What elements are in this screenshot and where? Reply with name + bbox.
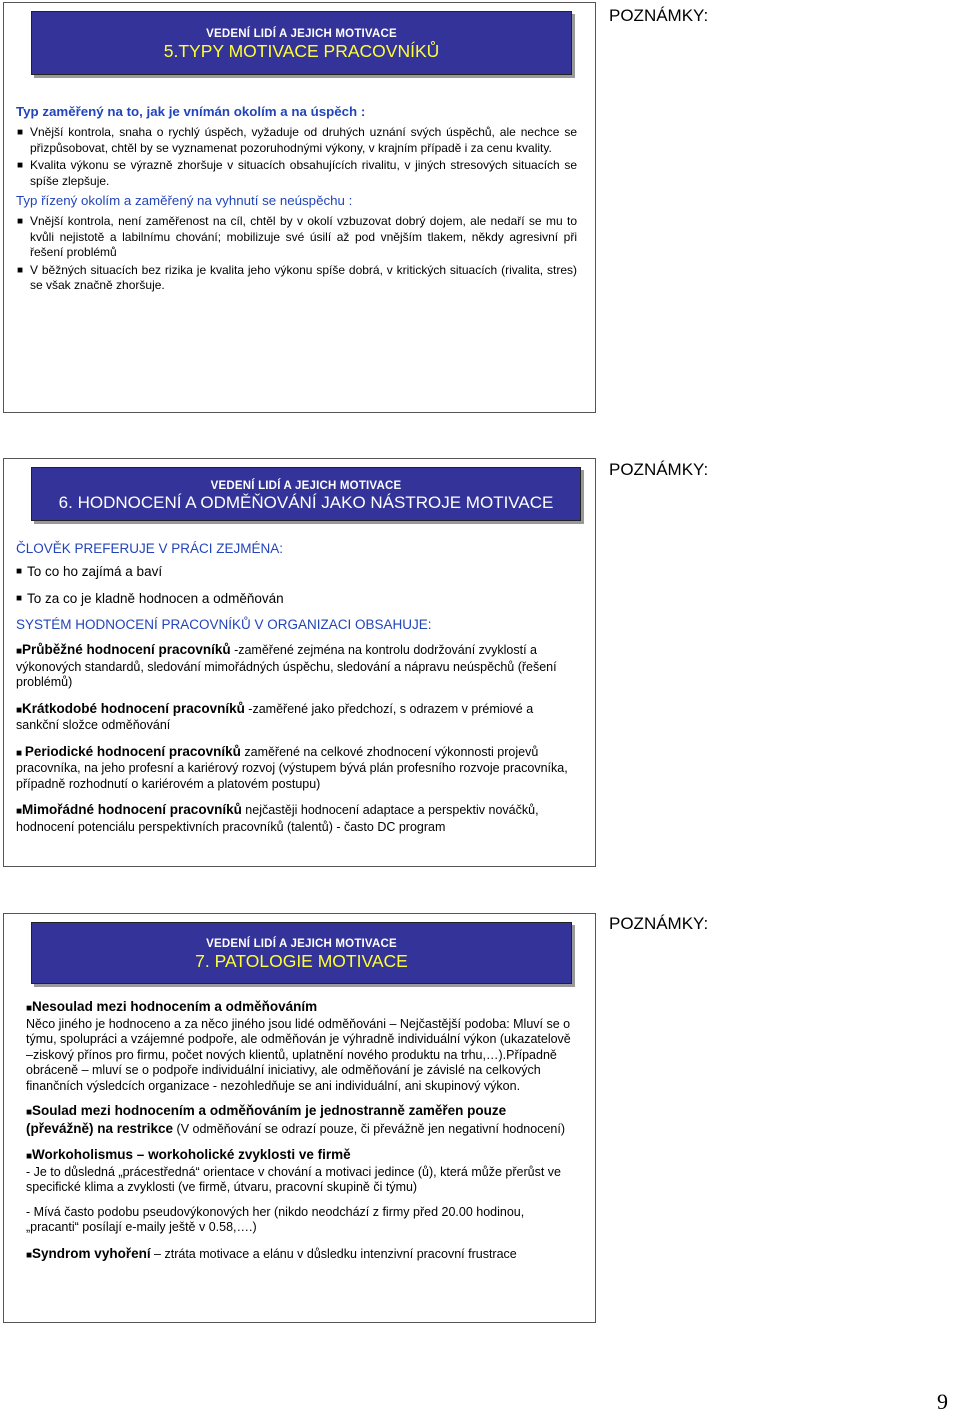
item-text: (V odměňování se odrazí pouze, či převážně jen negativní hodnocení) (173, 1121, 565, 1136)
bullet-square-icon: ■ (26, 1107, 33, 1118)
banner-title: 7. PATOLOGIE MOTIVACE (195, 951, 408, 971)
slide-motivation-pathology (3, 913, 596, 1323)
bullet-item (16, 214, 577, 261)
item-text: – ztráta motivace a elánu v důsledku intenzivní pracovní frustrace (150, 1246, 517, 1261)
notes-label: POZNÁMKY: (609, 914, 709, 933)
bullet-item (16, 125, 577, 156)
preference-text: To za co je kladně hodnocen a odměňován (27, 591, 284, 606)
item-title: Soulad mezi hodnocením a odměňováním je jednostranně zaměřen pouze (převážně) na restrikce (26, 1103, 507, 1136)
pathology-item (26, 1246, 573, 1264)
bullet-square-icon: ■ (26, 1003, 33, 1014)
banner-subtitle: VEDENÍ LIDÍ A JEJICH MOTIVACE (206, 938, 397, 950)
item-text: - Mívá často podobu pseudovýkonových her (nikdo neodchází z firmy před 20.00 hodinou, „pracanti“ posílají e-maily ještě v 0.58,….) (26, 1204, 525, 1234)
item-title: Workoholismus – workoholické zvyklosti ve firmě (32, 1147, 351, 1162)
section-heading: SYSTÉM HODNOCENÍ PRACOVNÍKŮ V ORGANIZACI OBSAHUJE: (16, 617, 432, 632)
banner-title: 6. HODNOCENÍ A ODMĚŇOVÁNÍ JAKO NÁSTROJE MOTIVACE (58, 493, 554, 512)
bullet-text: Vnější kontrola, snaha o rychlý úspěch, vyžaduje od druhých uznání svých úspěchů, ale nechce se přizpůsobovat, chtěl by se vyznamenat pozoruhodnými výkony, v krajním případě i za cenu kvality. (30, 125, 577, 155)
bullet-square-icon: ■ (16, 593, 23, 604)
slide-body (16, 541, 573, 835)
evaluation-item (16, 802, 573, 835)
slide-body (16, 104, 577, 294)
bullet-square-icon: ■ (17, 160, 24, 171)
pathology-item (26, 1205, 573, 1236)
banner-title: 5.TYPY MOTIVACE PRACOVNÍKŮ (163, 41, 440, 61)
section-heading: Typ zaměřený na to, jak je vnímán okolím a na úspěch : (16, 104, 366, 119)
slide-evaluation-and-reward (3, 458, 596, 867)
item-title: Průběžné hodnocení pracovníků (22, 642, 231, 657)
item-title: Periodické hodnocení pracovníků (24, 743, 241, 759)
bullet-square-icon: ■ (26, 1151, 33, 1162)
bullet-item (16, 158, 577, 189)
item-text: -zaměřené zejména na kontrolu dodržování zvyklostí a výkonových standardů, sledování mimořádných úspěchu, sledování a nápravu neúspěchů (řešení problémů) (16, 643, 557, 689)
preference-text: To co ho zajímá a baví (27, 564, 163, 579)
banner-subtitle: VEDENÍ LIDÍ A JEJICH MOTIVACE (206, 28, 397, 40)
bullet-square-icon: ■ (16, 704, 23, 716)
item-title: Nesoulad mezi hodnocením a odměňováním (32, 999, 318, 1014)
evaluation-item (16, 701, 573, 734)
evaluation-item (16, 744, 573, 793)
pathology-item (26, 999, 573, 1094)
bullet-item (16, 263, 577, 294)
preference-item (16, 564, 573, 580)
bullet-text: Vnější kontrola, není zaměřenost na cíl, chtěl by v okolí vzbuzovat dobrý dojem, ale nedaří se mu to kvůli nejistotě a labilnímu chování; mobilizuje své úsilí až pod vnějším tlakem, někdy agresivní při řešení problémů (30, 214, 577, 259)
bullet-text: V běžných situacích bez rizika je kvalita jeho výkonu spíše dobrá, v kritických situacích (rivalita, stres) se však značně zhoršuje. (30, 262, 577, 292)
slide-types-of-motivation (3, 2, 596, 413)
banner-subtitle: VEDENÍ LIDÍ A JEJICH MOTIVACE (210, 480, 402, 492)
bullet-square-icon: ■ (17, 264, 24, 276)
slide-body (26, 999, 573, 1263)
pathology-item (26, 1103, 573, 1137)
bullet-square-icon: ■ (17, 127, 24, 138)
slide-banner (31, 922, 572, 984)
item-text: - Je to důsledná „prácestředná“ orientace v chování a motivaci jedince (ů), která může přerůst ve specifické klima a zvyklosti (ve firmě, útvaru, pracovní skupině či týmu) (26, 1164, 561, 1194)
bullet-square-icon: ■ (17, 216, 24, 227)
notes-label: POZNÁMKY: (609, 460, 709, 479)
bullet-square-icon: ■ (16, 747, 25, 759)
item-text: zaměřené na celkové zhodnocení výkonnosti projevů pracovníka, na jeho profesní a kariérový rozvoj (výstupem bývá plán profesního rozvoje pracovníka, případně rozhodnutí o kariérovém a platovém postupu) (16, 744, 568, 791)
bullet-square-icon: ■ (26, 1249, 33, 1261)
item-title: Krátkodobé hodnocení pracovníků (22, 700, 245, 716)
item-text: nejčastěji hodnocení adaptace a perspektiv nováčků, hodnocení potenciálu perspektivních pracovníků (talentů) - často DC program (16, 803, 539, 834)
section-heading: ČLOVĚK PREFERUJE V PRÁCI ZEJMÉNA: (16, 541, 284, 556)
slide-banner (31, 467, 581, 521)
slide-banner (31, 11, 572, 75)
item-text: -zaměřené jako předchozí, s odrazem v prémiové a sankční složce odměňování (16, 701, 534, 732)
item-text: Něco jiného je hodnoceno a za něco jiného jsou lidé odměňováni – Nejčastější podoba: Mluví se o týmu, spolupráci a vzájemné podpoře, ale odměňován je výhradně individuální výkon (ukazatelově –ziskový přínos pro firmu, počet nových klientů, uplatnění nového produktu na trhu,…).Případně obráceně – mluví se o podpoře individuální iniciativy, ale odměňování je závislé na celkových finančních výsledcích organizace - nezohledňuje se ani individuální, ani skupinový výkon. (26, 1016, 571, 1093)
evaluation-item (16, 642, 573, 691)
section-heading: Typ řízený okolím a zaměřený na vyhnutí se neúspěchu : (16, 193, 353, 208)
item-title: Mimořádné hodnocení pracovníků (22, 802, 242, 817)
bullet-square-icon: ■ (16, 806, 23, 817)
page-number: 9 (937, 1389, 948, 1414)
bullet-square-icon: ■ (16, 646, 23, 657)
bullet-text: Kvalita výkonu se výrazně zhoršuje v situacích obsahujících rivalitu, v jiných stresových situacích se spíše zlepšuje. (30, 158, 577, 188)
notes-label: POZNÁMKY: (609, 6, 709, 25)
bullet-square-icon: ■ (16, 566, 23, 577)
pathology-item (26, 1147, 573, 1196)
item-title: Syndrom vyhoření (32, 1245, 151, 1261)
preference-item (16, 591, 573, 607)
